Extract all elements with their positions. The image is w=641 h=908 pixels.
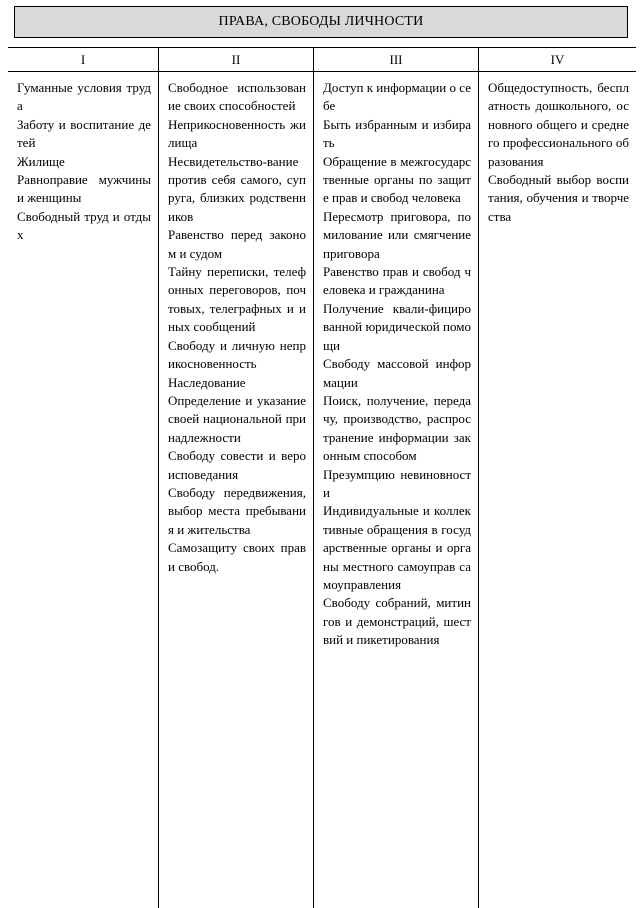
list-item: Доступ к информации о себе: [323, 80, 471, 114]
list-item: Равноправие мужчины и женщины: [17, 172, 151, 206]
list-item: Определение и указание своей национальной принадлежности: [168, 392, 306, 445]
column-header-2: II: [159, 48, 314, 71]
list-item: Наследование: [168, 374, 246, 390]
list-item: Свободу совести и вероисповедания: [168, 448, 306, 482]
list-item: Тайну переписки, телефонных переговоров, почтовых, телеграфных и иных сообщений: [168, 264, 306, 335]
list-item: Равенство перед законом и судом: [168, 227, 306, 261]
list-item: Неприкосновенность жилища: [168, 116, 306, 151]
list-item: Свободу и личную неприкосновенность: [168, 337, 306, 372]
list-item: Индивидуальные и коллективные обращения в государственные органы и органы местного самоуправ самоуправления: [323, 503, 471, 592]
table-body-row: [8, 72, 636, 908]
list-item: Свободный труд и отдых: [17, 208, 151, 243]
page-title: ПРАВА, СВОБОДЫ ЛИЧНОСТИ: [14, 6, 628, 38]
column-4-cell: [479, 72, 636, 908]
list-item: Поиск, получение, передачу, производство, распространение информации законным способом: [323, 392, 471, 464]
list-item: Равенство прав и свобод человека и гражданина: [323, 264, 471, 298]
list-item: Гуманные условия труда: [17, 80, 151, 114]
list-item: Свободу массовой информации: [323, 356, 471, 390]
list-item: Быть избранным и избирать: [323, 116, 471, 151]
list-item: Свободу передвижения, выбор места пребывания и жительства: [168, 484, 306, 537]
rights-table: [8, 47, 636, 908]
list-item: Обращение в межгосударственные органы по защите прав и свобод человека: [323, 153, 471, 206]
list-item: Несвидетельство-вание против себя самого, супруга, близких родственников: [168, 153, 306, 224]
column-3-cell: [314, 72, 479, 908]
list-item: Жилище: [17, 153, 65, 169]
column-header-4: IV: [550, 51, 565, 67]
list-item: Пересмотр приговора, помилование или смягчение приговора: [323, 208, 471, 261]
list-item: Свободу собраний, митингов и демонстраций, шествий и пикетирования: [323, 595, 471, 648]
list-item: Свободный выбор воспитания, обучения и творчества: [488, 172, 629, 224]
list-item: Общедоступность, бесплатность дошкольного, основного общего и среднего профессионального образования: [488, 80, 629, 169]
table-header-row: [8, 48, 636, 72]
column-2-cell: [159, 72, 314, 908]
list-item: Самозащиту своих прав и свобод.: [168, 540, 306, 574]
list-item: Презумпцию невиновности: [323, 466, 471, 500]
list-item: Заботу и воспитание детей: [17, 116, 151, 151]
column-header-1: I: [8, 48, 159, 71]
column-header-3: III: [314, 48, 479, 71]
column-1-cell: [8, 72, 159, 908]
list-item: Получение квали-фицированной юридической помощи: [323, 300, 471, 353]
list-item: Свободное использование своих способностей: [168, 80, 306, 114]
